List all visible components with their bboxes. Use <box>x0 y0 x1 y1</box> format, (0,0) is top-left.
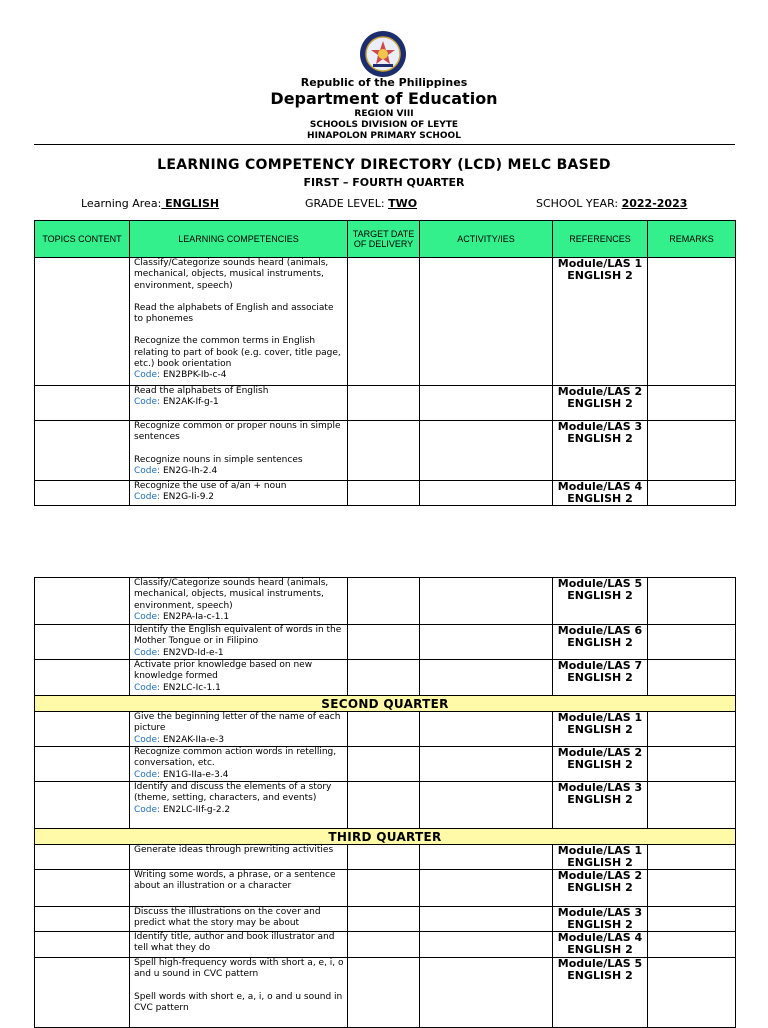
activity-cell <box>420 481 553 506</box>
table-row <box>35 958 736 1028</box>
competency-text: Recognize the use of a/an + noun <box>134 481 287 491</box>
references-cell <box>553 907 648 932</box>
code-value: EN2LC-Ic-1.1 <box>162 682 221 693</box>
competency-cell <box>130 747 348 782</box>
competency-text: Identify title, author and book illustrator and tell what they do <box>134 932 335 954</box>
table-row <box>35 712 736 747</box>
code-value: EN2VD-Id-e-1 <box>162 647 224 658</box>
reference-subject: ENGLISH 2 <box>567 856 633 869</box>
third-quarter-row-label: THIRD QUARTER <box>35 829 736 845</box>
code-label: Code: <box>134 647 161 658</box>
competency-text: Recognize nouns in simple sentences <box>134 454 303 465</box>
competency-text: Read the alphabets of English and associate to phonemes <box>134 302 334 325</box>
reference-subject: ENGLISH 2 <box>567 269 633 282</box>
reference-module: Module/LAS 3 <box>557 420 643 433</box>
remarks-cell <box>648 481 736 506</box>
topic-cell <box>35 907 130 932</box>
school-year-value: 2022-2023 <box>621 197 688 210</box>
code-label: Code: <box>134 804 161 815</box>
reference-module: Module/LAS 5 <box>557 577 643 590</box>
table-row <box>35 870 736 907</box>
reference-subject: ENGLISH 2 <box>567 671 633 684</box>
table-row <box>35 747 736 782</box>
learning-area-value: ENGLISH <box>161 197 220 210</box>
target-date-cell <box>348 747 420 782</box>
competency-cell <box>130 958 348 1028</box>
competency-table-1 <box>34 220 736 506</box>
competency-text: Generate ideas through prewriting activities <box>134 845 334 855</box>
remarks-cell <box>648 747 736 782</box>
topic-cell <box>35 870 130 907</box>
references-cell <box>553 747 648 782</box>
target-date-cell <box>348 712 420 747</box>
table-row <box>35 625 736 660</box>
remarks-cell <box>648 907 736 932</box>
table-row <box>35 907 736 932</box>
competency-cell <box>130 258 348 386</box>
remarks-cell <box>648 625 736 660</box>
reference-module: Module/LAS 5 <box>557 957 643 970</box>
code-value: EN2G-Ii-9.2 <box>162 492 215 503</box>
reference-subject: ENGLISH 2 <box>567 723 633 736</box>
references-cell <box>553 932 648 958</box>
reference-subject: ENGLISH 2 <box>567 589 633 602</box>
references-cell <box>553 421 648 481</box>
target-date-cell <box>348 782 420 829</box>
activity-cell <box>420 258 553 386</box>
school-year <box>536 197 687 210</box>
table-row <box>35 258 736 386</box>
competency-cell <box>130 386 348 421</box>
col-remarks: REMARKS <box>648 221 736 258</box>
target-date-cell <box>348 660 420 696</box>
reference-module: Module/LAS 3 <box>557 781 643 794</box>
reference-module: Module/LAS 4 <box>557 480 643 493</box>
topic-cell <box>35 625 130 660</box>
competency-code <box>134 648 345 659</box>
target-date-cell <box>348 625 420 660</box>
code-value: EN2AK-If-g-1 <box>162 397 219 408</box>
code-label: Code: <box>134 682 161 693</box>
grade-level-label: GRADE LEVEL: <box>305 197 385 210</box>
reference-subject: ENGLISH 2 <box>567 881 633 894</box>
competency-cell <box>130 712 348 747</box>
code-label: Code: <box>134 769 161 780</box>
competency-text: Activate prior knowledge based on new knowledge formed <box>134 660 313 682</box>
grade-level <box>305 197 417 210</box>
references-cell <box>553 958 648 1028</box>
target-date-cell <box>348 932 420 958</box>
target-date-cell <box>348 481 420 506</box>
col-activities: ACTIVITY/IES <box>420 221 553 258</box>
deped-seal-icon <box>359 30 407 78</box>
reference-module: Module/LAS 2 <box>557 869 643 882</box>
topic-cell <box>35 258 130 386</box>
activity-cell <box>420 421 553 481</box>
reference-module: Module/LAS 4 <box>557 931 643 944</box>
remarks-cell <box>648 660 736 696</box>
references-cell <box>553 845 648 870</box>
reference-module: Module/LAS 2 <box>557 746 643 759</box>
reference-subject: ENGLISH 2 <box>567 397 633 410</box>
references-cell <box>553 578 648 625</box>
references-cell <box>553 481 648 506</box>
references-cell <box>553 782 648 829</box>
reference-module: Module/LAS 3 <box>557 906 643 919</box>
table-header-row <box>35 221 736 258</box>
code-value: EN2BPK-Ib-c-4 <box>162 370 227 381</box>
topic-cell <box>35 386 130 421</box>
topic-cell <box>35 421 130 481</box>
target-date-cell <box>348 258 420 386</box>
activity-cell <box>420 907 553 932</box>
activity-cell <box>420 625 553 660</box>
reference-module: Module/LAS 6 <box>557 624 643 637</box>
remarks-cell <box>648 386 736 421</box>
activity-cell <box>420 712 553 747</box>
table-row <box>35 481 736 506</box>
remarks-cell <box>648 712 736 747</box>
table-row <box>35 660 736 696</box>
competency-cell <box>130 932 348 958</box>
region-line: REGION VIII <box>354 109 414 119</box>
school-year-label: SCHOOL YEAR: <box>536 197 619 210</box>
competency-code <box>134 805 345 816</box>
activity-cell <box>420 747 553 782</box>
grade-level-value: TWO <box>388 197 418 210</box>
competency-text: Spell words with short e, a, i, o and u sound in CVC pattern <box>134 991 343 1013</box>
competency-text: Discuss the illustrations on the cover and predict what the story may be about <box>134 907 321 929</box>
document-title: LEARNING COMPETENCY DIRECTORY (LCD) MELC BASED <box>157 157 611 173</box>
activity-cell <box>420 578 553 625</box>
topic-cell <box>35 747 130 782</box>
reference-subject: ENGLISH 2 <box>567 943 633 956</box>
topic-cell <box>35 932 130 958</box>
reference-subject: ENGLISH 2 <box>567 758 633 771</box>
competency-text: Recognize common action words in retelling, conversation, etc. <box>134 747 337 769</box>
competency-code <box>134 735 345 746</box>
reference-subject: ENGLISH 2 <box>567 492 633 505</box>
target-date-cell <box>348 958 420 1028</box>
competency-cell <box>130 625 348 660</box>
competency-code <box>134 612 345 623</box>
competency-text: Writing some words, a phrase, or a sentence about an illustration or a character <box>134 870 336 892</box>
activity-cell <box>420 660 553 696</box>
target-date-cell <box>348 421 420 481</box>
topic-cell <box>35 782 130 829</box>
header-divider <box>34 144 735 145</box>
remarks-cell <box>648 782 736 829</box>
activity-cell <box>420 958 553 1028</box>
references-cell <box>553 625 648 660</box>
references-cell <box>553 870 648 907</box>
second-quarter-row-label: SECOND QUARTER <box>35 696 736 712</box>
remarks-cell <box>648 258 736 386</box>
col-learning-competencies: LEARNING COMPETENCIES <box>130 221 348 258</box>
competency-cell <box>130 578 348 625</box>
division-line: SCHOOLS DIVISION OF LEYTE <box>309 120 459 130</box>
code-value: EN2LC-IIf-g-2.2 <box>162 804 231 815</box>
reference-subject: ENGLISH 2 <box>567 969 633 982</box>
code-label: Code: <box>134 492 161 503</box>
references-cell <box>553 386 648 421</box>
target-date-cell <box>348 845 420 870</box>
competency-text: Spell high-frequency words with short a, e, i, o and u sound in CVC pattern <box>134 958 344 980</box>
table-row <box>35 932 736 958</box>
competency-text: Recognize common or proper nouns in simple sentences <box>134 421 341 443</box>
topic-cell <box>35 958 130 1028</box>
competency-cell <box>130 870 348 907</box>
remarks-cell <box>648 958 736 1028</box>
target-date-cell <box>348 907 420 932</box>
competency-text: Identify and discuss the elements of a story (theme, setting, characters, and events) <box>134 782 332 804</box>
col-references: REFERENCES <box>553 221 648 258</box>
learning-area <box>81 197 219 210</box>
competency-cell <box>130 421 348 481</box>
activity-cell <box>420 845 553 870</box>
target-date-cell <box>348 870 420 907</box>
references-cell <box>553 660 648 696</box>
competency-table-2 <box>34 577 736 1028</box>
document-subtitle: FIRST – FOURTH QUARTER <box>303 176 465 189</box>
competency-code <box>134 683 345 694</box>
activity-cell <box>420 932 553 958</box>
code-label: Code: <box>134 370 161 381</box>
reference-module: Module/LAS 7 <box>557 659 643 672</box>
col-target-date: TARGET DATE OF DELIVERY <box>348 221 420 258</box>
reference-module: Module/LAS 2 <box>557 385 643 398</box>
remarks-cell <box>648 578 736 625</box>
competency-cell <box>130 481 348 506</box>
references-cell <box>553 712 648 747</box>
reference-module: Module/LAS 1 <box>557 257 643 270</box>
activity-cell <box>420 782 553 829</box>
reference-subject: ENGLISH 2 <box>567 636 633 649</box>
code-value: EN2PA-Ia-c-1.1 <box>162 611 230 622</box>
department-title: Department of Education <box>270 89 498 108</box>
topic-cell <box>35 845 130 870</box>
table-row <box>35 782 736 829</box>
competency-code <box>134 397 345 408</box>
competency-text: Identify the English equivalent of words in the Mother Tongue or in Filipino <box>134 625 342 647</box>
third-quarter-row <box>35 829 736 845</box>
references-cell <box>553 258 648 386</box>
reference-subject: ENGLISH 2 <box>567 793 633 806</box>
activity-cell <box>420 870 553 907</box>
competency-text: Recognize the common terms in English relating to part of book (e.g. cover, title page, etc.) book orientation <box>134 336 341 370</box>
school-line: HINAPOLON PRIMARY SCHOOL <box>307 131 461 141</box>
competency-cell <box>130 907 348 932</box>
competency-text: Classify/Categorize sounds heard (animals, mechanical, objects, musical instruments, environment, speech) <box>134 258 329 291</box>
topic-cell <box>35 578 130 625</box>
reference-subject: ENGLISH 2 <box>567 432 633 445</box>
code-value: EN2AK-IIa-e-3 <box>162 734 225 745</box>
table-row <box>35 421 736 481</box>
competency-text: Read the alphabets of English <box>134 386 269 396</box>
target-date-cell <box>348 578 420 625</box>
competency-code <box>134 370 345 381</box>
table-row <box>35 578 736 625</box>
code-label: Code: <box>134 734 161 745</box>
competency-code <box>134 466 345 477</box>
code-value: EN2G-Ih-2.4 <box>162 465 218 476</box>
table-row <box>35 845 736 870</box>
code-label: Code: <box>134 611 161 622</box>
topic-cell <box>35 712 130 747</box>
col-topics-content: TOPICS CONTENT <box>35 221 130 258</box>
remarks-cell <box>648 421 736 481</box>
remarks-cell <box>648 932 736 958</box>
reference-subject: ENGLISH 2 <box>567 918 633 931</box>
remarks-cell <box>648 845 736 870</box>
topic-cell <box>35 481 130 506</box>
target-date-cell <box>348 386 420 421</box>
code-label: Code: <box>134 465 161 476</box>
competency-text: Classify/Categorize sounds heard (animals, mechanical, objects, musical instruments, environment, speech) <box>134 578 329 611</box>
learning-area-label: Learning Area: <box>81 197 162 210</box>
republic-line: Republic of the Philippines <box>300 76 468 89</box>
competency-text: Give the beginning letter of the name of each picture <box>134 712 341 734</box>
code-value: EN1G-IIa-e-3.4 <box>162 769 229 780</box>
competency-cell <box>130 660 348 696</box>
competency-cell <box>130 782 348 829</box>
code-label: Code: <box>134 397 161 408</box>
competency-code <box>134 492 345 503</box>
topic-cell <box>35 660 130 696</box>
activity-cell <box>420 386 553 421</box>
table-row <box>35 386 736 421</box>
remarks-cell <box>648 870 736 907</box>
competency-cell <box>130 845 348 870</box>
reference-module: Module/LAS 1 <box>557 711 643 724</box>
second-quarter-row <box>35 696 736 712</box>
competency-code <box>134 770 345 781</box>
reference-module: Module/LAS 1 <box>557 844 643 857</box>
